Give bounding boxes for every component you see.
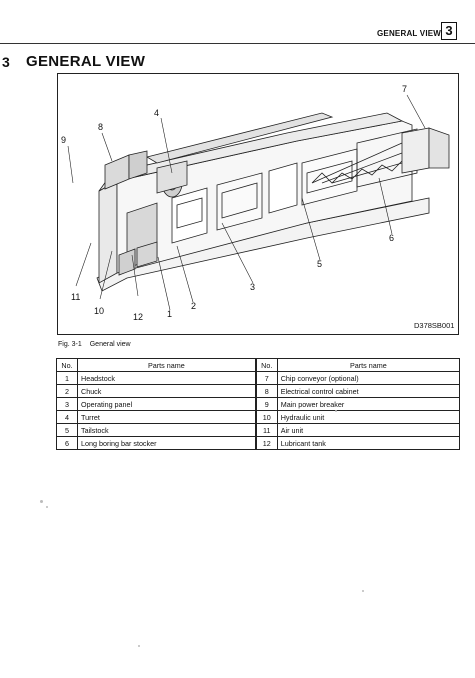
- header-parts-name-right: Parts name: [277, 359, 459, 372]
- row-right-name: Hydraulic unit: [277, 411, 459, 424]
- row-left-no: 4: [57, 411, 78, 424]
- row-left-name: Tailstock: [78, 424, 256, 437]
- callout-10: 10: [94, 306, 105, 316]
- row-right-name: Chip conveyor (optional): [277, 372, 459, 385]
- callout-12: 12: [133, 312, 144, 322]
- row-right-name: Main power breaker: [277, 398, 459, 411]
- scan-speck: [138, 645, 140, 647]
- table-row: [57, 372, 460, 385]
- table-row: [57, 385, 460, 398]
- row-left-no: 3: [57, 398, 78, 411]
- row-left-name: Chuck: [78, 385, 256, 398]
- scan-speck: [40, 500, 43, 503]
- callout-7: 7: [402, 84, 408, 94]
- row-left-no: 5: [57, 424, 78, 437]
- header-rule: [0, 43, 475, 44]
- row-left-no: 2: [57, 385, 78, 398]
- row-left-name: Long boring bar stocker: [78, 437, 256, 450]
- section-title: GENERAL VIEW: [26, 53, 146, 70]
- row-left-no: 1: [57, 372, 78, 385]
- row-left-name: Operating panel: [78, 398, 256, 411]
- figure-caption: [58, 341, 131, 348]
- table-row: [57, 411, 460, 424]
- header-section-number: 3: [441, 22, 457, 40]
- header-section-label: GENERAL VIEW: [377, 29, 442, 38]
- section-number: 3: [2, 54, 10, 70]
- row-right-name: Lubricant tank: [277, 437, 459, 450]
- row-left-name: Headstock: [78, 372, 256, 385]
- row-right-no: 11: [256, 424, 278, 437]
- row-right-no: 10: [256, 411, 278, 424]
- callout-2: 2: [191, 301, 197, 311]
- scan-speck: [46, 506, 48, 508]
- row-right-no: 8: [256, 385, 278, 398]
- parts-table: [56, 358, 460, 450]
- row-right-no: 7: [256, 372, 278, 385]
- row-left-name: Turret: [78, 411, 256, 424]
- table-row: [57, 437, 460, 450]
- row-right-no: 12: [256, 437, 278, 450]
- callout-4: 4: [154, 108, 160, 118]
- callout-8: 8: [98, 122, 104, 132]
- drawing-code: D378SB001: [414, 321, 455, 330]
- scan-speck: [335, 410, 337, 412]
- callout-5: 5: [317, 259, 323, 269]
- callout-6: 6: [389, 233, 395, 243]
- table-row: [57, 398, 460, 411]
- figure-caption-text: General view: [89, 341, 131, 348]
- header-parts-name-left: Parts name: [78, 359, 256, 372]
- parts-table-header: [57, 359, 460, 372]
- row-right-no: 9: [256, 398, 278, 411]
- callout-11: 11: [71, 292, 81, 302]
- callout-1: 1: [167, 309, 173, 319]
- callout-9: 9: [61, 135, 67, 145]
- row-right-name: Air unit: [277, 424, 459, 437]
- scan-speck: [362, 590, 364, 592]
- row-left-no: 6: [57, 437, 78, 450]
- header-no-right: No.: [256, 359, 278, 372]
- row-right-name: Electrical control cabinet: [277, 385, 459, 398]
- table-row: [57, 424, 460, 437]
- figure-caption-number: Fig. 3-1: [58, 341, 82, 348]
- callout-3: 3: [250, 282, 256, 292]
- header-no-left: No.: [57, 359, 78, 372]
- general-view-figure: [57, 73, 459, 335]
